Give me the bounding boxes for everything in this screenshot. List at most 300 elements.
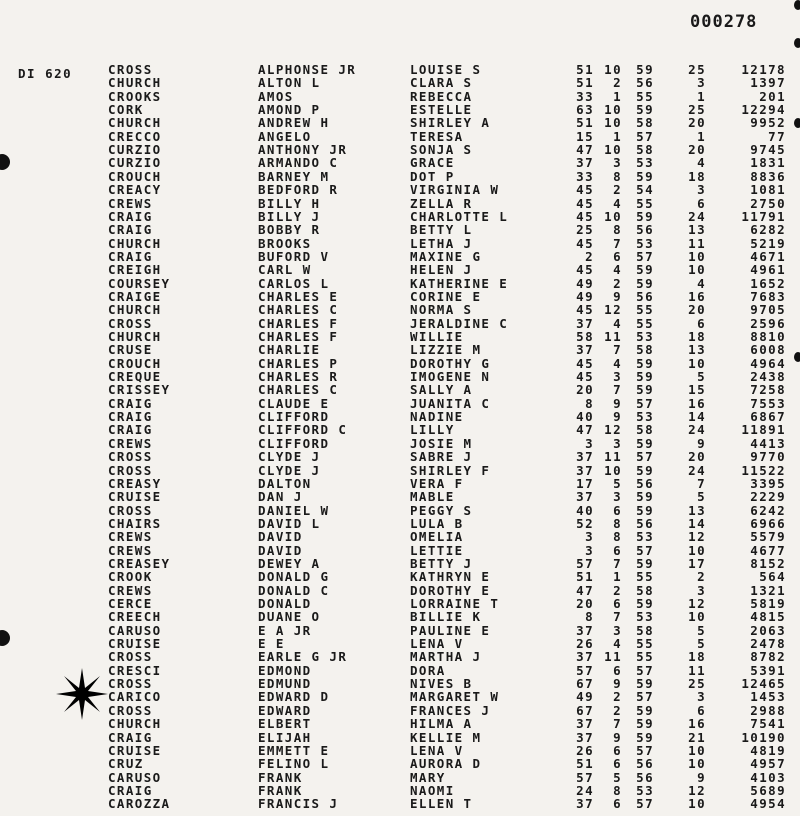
surname: CROSS <box>108 676 153 692</box>
field-4: 10 <box>688 742 706 758</box>
field-2: 1 <box>613 128 622 144</box>
field-5: 6242 <box>750 502 786 518</box>
surname: CRAIG <box>108 395 153 411</box>
field-3: 58 <box>636 422 654 438</box>
given-name: FELINO L <box>258 756 330 772</box>
given-name: EDWARD <box>258 702 312 718</box>
table-row <box>0 383 800 396</box>
field-1: 51 <box>576 756 594 772</box>
given-name: AMOS <box>258 88 294 104</box>
field-3: 59 <box>636 596 654 611</box>
field-4: 5 <box>697 622 706 638</box>
spouse-name: IMOGENE N <box>410 369 491 385</box>
field-4: 9 <box>697 769 706 785</box>
field-5: 3395 <box>750 475 786 491</box>
edge-dot-icon <box>794 38 800 48</box>
field-4: 16 <box>688 288 706 304</box>
field-2: 6 <box>613 742 622 758</box>
given-name: DUANE O <box>258 609 321 625</box>
field-1: 37 <box>576 315 594 331</box>
field-4: 21 <box>688 729 706 745</box>
field-2: 8 <box>613 782 622 798</box>
field-3: 58 <box>636 115 654 131</box>
table-row <box>0 544 800 557</box>
field-1: 45 <box>576 355 594 371</box>
field-2: 4 <box>613 355 622 371</box>
field-1: 40 <box>576 409 594 425</box>
given-name: ALTON L <box>258 75 321 91</box>
field-4: 10 <box>688 262 706 278</box>
field-3: 59 <box>636 275 654 291</box>
table-row <box>0 477 800 490</box>
spouse-name: GRACE <box>410 155 455 171</box>
field-3: 59 <box>636 676 654 692</box>
field-5: 2478 <box>750 636 786 652</box>
field-1: 33 <box>576 88 594 104</box>
field-5: 8782 <box>750 649 786 665</box>
surname: CRECCO <box>108 128 162 144</box>
field-5: 8836 <box>750 168 786 184</box>
surname: CHURCH <box>108 235 162 251</box>
surname: CREWS <box>108 435 153 451</box>
field-2: 12 <box>604 422 622 438</box>
table-row <box>0 744 800 757</box>
surname: CHURCH <box>108 75 162 91</box>
field-4: 12 <box>688 529 706 545</box>
field-4: 10 <box>688 609 706 625</box>
field-1: 2 <box>585 248 594 264</box>
field-2: 4 <box>613 195 622 211</box>
table-row <box>0 423 800 436</box>
field-5: 2750 <box>750 195 786 211</box>
surname: CHURCH <box>108 115 162 131</box>
field-5: 6966 <box>750 515 786 531</box>
surname: CROSS <box>108 62 153 77</box>
field-4: 13 <box>688 222 706 238</box>
given-name: DONALD <box>258 596 312 611</box>
given-name: ALPHONSE JR <box>258 62 357 77</box>
given-name: EDMUND <box>258 676 312 692</box>
field-5: 201 <box>759 88 786 104</box>
field-1: 51 <box>576 569 594 585</box>
given-name: FRANK <box>258 782 303 798</box>
field-2: 4 <box>613 315 622 331</box>
field-4: 12 <box>688 596 706 611</box>
table-row <box>0 156 800 169</box>
spouse-name: NAOMI <box>410 782 455 798</box>
spouse-name: SHIRLEY F <box>410 462 491 478</box>
field-3: 57 <box>636 248 654 264</box>
field-2: 2 <box>613 75 622 91</box>
field-5: 4961 <box>750 262 786 278</box>
field-3: 56 <box>636 769 654 785</box>
field-5: 5579 <box>750 529 786 545</box>
field-2: 8 <box>613 222 622 238</box>
field-1: 37 <box>576 155 594 171</box>
field-4: 10 <box>688 248 706 264</box>
field-5: 7258 <box>750 382 786 398</box>
field-4: 24 <box>688 462 706 478</box>
field-4: 11 <box>688 235 706 251</box>
given-name: EMMETT E <box>258 742 330 758</box>
field-4: 20 <box>688 302 706 318</box>
field-2: 4 <box>613 262 622 278</box>
field-2: 2 <box>613 702 622 718</box>
surname: CREIGH <box>108 262 162 278</box>
field-5: 11791 <box>741 208 786 224</box>
surname: CREWS <box>108 529 153 545</box>
table-row <box>0 757 800 770</box>
field-2: 1 <box>613 88 622 104</box>
field-2: 5 <box>613 769 622 785</box>
field-2: 6 <box>613 596 622 611</box>
field-1: 37 <box>576 462 594 478</box>
field-4: 6 <box>697 315 706 331</box>
surname: CRESCI <box>108 662 162 678</box>
field-2: 2 <box>613 182 622 198</box>
given-name: CARL W <box>258 262 312 278</box>
surname: CRAIGE <box>108 288 162 304</box>
field-3: 55 <box>636 302 654 318</box>
table-row <box>0 250 800 263</box>
table-row <box>0 771 800 784</box>
field-4: 11 <box>688 662 706 678</box>
surname: CAROZZA <box>108 796 171 812</box>
surname: CREWS <box>108 195 153 211</box>
field-1: 45 <box>576 262 594 278</box>
spouse-name: ESTELLE <box>410 102 473 118</box>
table-row <box>0 317 800 330</box>
field-4: 10 <box>688 756 706 772</box>
field-3: 56 <box>636 288 654 304</box>
surname: CARICO <box>108 689 162 705</box>
spouse-name: NIVES B <box>410 676 473 692</box>
field-3: 59 <box>636 502 654 518</box>
table-row <box>0 704 800 717</box>
surname: CROOKS <box>108 88 162 104</box>
field-2: 12 <box>604 302 622 318</box>
table-row <box>0 624 800 637</box>
spouse-name: VERA F <box>410 475 464 491</box>
field-2: 8 <box>613 515 622 531</box>
surname: CREASEY <box>108 555 171 571</box>
table-row <box>0 570 800 583</box>
field-5: 5391 <box>750 662 786 678</box>
spouse-name: FRANCES J <box>410 702 491 718</box>
field-2: 4 <box>613 636 622 652</box>
table-row <box>0 277 800 290</box>
field-2: 8 <box>613 168 622 184</box>
spouse-name: LILLY <box>410 422 455 438</box>
field-3: 57 <box>636 449 654 465</box>
given-name: DANIEL W <box>258 502 330 518</box>
field-5: 77 <box>768 128 786 144</box>
field-2: 6 <box>613 542 622 558</box>
field-1: 47 <box>576 142 594 158</box>
given-name: CHARLES P <box>258 355 339 371</box>
field-1: 8 <box>585 609 594 625</box>
surname: CRAIG <box>108 409 153 425</box>
table-row <box>0 223 800 236</box>
field-4: 5 <box>697 636 706 652</box>
field-3: 57 <box>636 742 654 758</box>
page-number: 000278 <box>690 12 758 32</box>
spouse-name: LENA V <box>410 742 464 758</box>
table-row <box>0 143 800 156</box>
field-1: 40 <box>576 502 594 518</box>
field-1: 26 <box>576 742 594 758</box>
field-5: 8152 <box>750 555 786 571</box>
spouse-name: JUANITA C <box>410 395 491 411</box>
table-row <box>0 237 800 250</box>
field-4: 20 <box>688 115 706 131</box>
given-name: FRANK <box>258 769 303 785</box>
table-row <box>0 464 800 477</box>
surname: CRUZ <box>108 756 144 772</box>
field-2: 3 <box>613 155 622 171</box>
table-row <box>0 290 800 303</box>
field-1: 57 <box>576 662 594 678</box>
table-row <box>0 410 800 423</box>
field-4: 4 <box>697 155 706 171</box>
surname: CARUSO <box>108 622 162 638</box>
field-5: 1652 <box>750 275 786 291</box>
table-row <box>0 130 800 143</box>
field-3: 56 <box>636 515 654 531</box>
given-name: BARNEY M <box>258 168 330 184</box>
spouse-name: JERALDINE C <box>410 315 509 331</box>
field-5: 12178 <box>741 62 786 77</box>
field-4: 3 <box>697 75 706 91</box>
given-name: CLIFFORD <box>258 409 330 425</box>
table-row <box>0 370 800 383</box>
field-1: 37 <box>576 649 594 665</box>
given-name: CARLOS L <box>258 275 330 291</box>
field-1: 3 <box>585 542 594 558</box>
field-3: 59 <box>636 382 654 398</box>
surname: CROUCH <box>108 355 162 371</box>
table-row <box>0 637 800 650</box>
field-4: 10 <box>688 355 706 371</box>
table-row <box>0 90 800 103</box>
spouse-name: REBECCA <box>410 88 473 104</box>
field-2: 5 <box>613 475 622 491</box>
given-name: CLAUDE E <box>258 395 330 411</box>
field-3: 58 <box>636 142 654 158</box>
table-row <box>0 450 800 463</box>
surname: CRUISE <box>108 742 162 758</box>
surname: CROSS <box>108 702 153 718</box>
field-4: 2 <box>697 569 706 585</box>
field-3: 59 <box>636 729 654 745</box>
surname: CRUSE <box>108 342 153 358</box>
field-4: 3 <box>697 582 706 598</box>
given-name: AMOND P <box>258 102 321 118</box>
given-name: BEDFORD R <box>258 182 339 198</box>
field-2: 3 <box>613 435 622 451</box>
field-1: 37 <box>576 489 594 505</box>
table-row <box>0 504 800 517</box>
field-4: 12 <box>688 782 706 798</box>
field-4: 10 <box>688 796 706 812</box>
surname: CHURCH <box>108 329 162 344</box>
given-name: EDMOND <box>258 662 312 678</box>
given-name: ARMANDO C <box>258 155 339 171</box>
edge-dot-icon <box>794 0 800 10</box>
table-row <box>0 677 800 690</box>
field-1: 51 <box>576 115 594 131</box>
surname: CRAIG <box>108 222 153 238</box>
field-3: 59 <box>636 102 654 118</box>
field-4: 5 <box>697 369 706 385</box>
spouse-name: NORMA S <box>410 302 473 318</box>
field-1: 8 <box>585 395 594 411</box>
field-2: 2 <box>613 275 622 291</box>
field-2: 9 <box>613 676 622 692</box>
spouse-name: MARY <box>410 769 446 785</box>
table-row <box>0 263 800 276</box>
field-5: 2438 <box>750 369 786 385</box>
field-4: 7 <box>697 475 706 491</box>
given-name: E E <box>258 636 285 652</box>
spouse-name: LETHA J <box>410 235 473 251</box>
field-1: 37 <box>576 796 594 812</box>
field-5: 1453 <box>750 689 786 705</box>
surname: CHAIRS <box>108 515 162 531</box>
field-2: 11 <box>604 449 622 465</box>
surname: CRAIG <box>108 729 153 745</box>
field-1: 33 <box>576 168 594 184</box>
table-row <box>0 597 800 610</box>
given-name: ANGELO <box>258 128 312 144</box>
field-3: 59 <box>636 435 654 451</box>
edge-dot-icon <box>794 118 800 128</box>
field-5: 4957 <box>750 756 786 772</box>
field-5: 564 <box>759 569 786 585</box>
spouse-name: DOROTHY G <box>410 355 491 371</box>
given-name: BILLY H <box>258 195 321 211</box>
field-3: 58 <box>636 342 654 358</box>
field-4: 24 <box>688 208 706 224</box>
given-name: DEWEY A <box>258 555 321 571</box>
field-5: 11891 <box>741 422 786 438</box>
field-3: 58 <box>636 582 654 598</box>
field-5: 5689 <box>750 782 786 798</box>
field-2: 6 <box>613 502 622 518</box>
surname: COURSEY <box>108 275 171 291</box>
surname: CROUCH <box>108 168 162 184</box>
surname: CROSS <box>108 502 153 518</box>
given-name: DAVID L <box>258 515 321 531</box>
table-row <box>0 530 800 543</box>
table-row <box>0 784 800 797</box>
field-4: 3 <box>697 689 706 705</box>
given-name: CLYDE J <box>258 462 321 478</box>
surname: CREWS <box>108 582 153 598</box>
table-row <box>0 557 800 570</box>
spouse-name: LORRAINE T <box>410 596 500 611</box>
field-3: 56 <box>636 475 654 491</box>
field-2: 7 <box>613 609 622 625</box>
field-4: 14 <box>688 409 706 425</box>
star-marker-icon <box>56 668 108 720</box>
field-1: 49 <box>576 689 594 705</box>
surname: CRUISE <box>108 489 162 505</box>
field-4: 5 <box>697 489 706 505</box>
spouse-name: BETTY J <box>410 555 473 571</box>
given-name: E A JR <box>258 622 312 638</box>
spouse-name: CHARLOTTE L <box>410 208 509 224</box>
field-5: 4677 <box>750 542 786 558</box>
field-1: 47 <box>576 582 594 598</box>
surname: CREASY <box>108 475 162 491</box>
spouse-name: HELEN J <box>410 262 473 278</box>
given-name: DAVID <box>258 529 303 545</box>
spouse-name: TERESA <box>410 128 464 144</box>
field-5: 4103 <box>750 769 786 785</box>
field-5: 4671 <box>750 248 786 264</box>
field-1: 51 <box>576 75 594 91</box>
field-3: 57 <box>636 796 654 812</box>
field-3: 53 <box>636 609 654 625</box>
surname: CORK <box>108 102 144 118</box>
surname: CURZIO <box>108 142 162 158</box>
spouse-name: LULA B <box>410 515 464 531</box>
spouse-name: LOUISE S <box>410 62 482 77</box>
surname: CREWS <box>108 542 153 558</box>
table-row <box>0 63 800 76</box>
given-name: CLIFFORD C <box>258 422 348 438</box>
field-3: 59 <box>636 262 654 278</box>
field-5: 12465 <box>741 676 786 692</box>
given-name: EARLE G JR <box>258 649 348 665</box>
surname: CRAIG <box>108 248 153 264</box>
surname: CROSS <box>108 315 153 331</box>
table-row <box>0 183 800 196</box>
field-3: 55 <box>636 649 654 665</box>
given-name: DONALD C <box>258 582 330 598</box>
field-3: 59 <box>636 208 654 224</box>
spouse-name: PAULINE E <box>410 622 491 638</box>
field-4: 9 <box>697 435 706 451</box>
table-row <box>0 397 800 410</box>
field-4: 17 <box>688 555 706 571</box>
surname: CRAIG <box>108 422 153 438</box>
given-name: ANTHONY JR <box>258 142 348 158</box>
field-4: 20 <box>688 142 706 158</box>
given-name: BOBBY R <box>258 222 321 238</box>
field-5: 4815 <box>750 609 786 625</box>
spouse-name: KELLIE M <box>410 729 482 745</box>
surname: CROSS <box>108 449 153 465</box>
spouse-name: SHIRLEY A <box>410 115 491 131</box>
field-1: 20 <box>576 382 594 398</box>
given-name: CHARLES F <box>258 315 339 331</box>
surname: CREECH <box>108 609 162 625</box>
field-3: 59 <box>636 716 654 732</box>
field-1: 51 <box>576 62 594 77</box>
field-2: 7 <box>613 555 622 571</box>
field-1: 67 <box>576 702 594 718</box>
field-1: 37 <box>576 716 594 732</box>
field-1: 20 <box>576 596 594 611</box>
field-5: 12294 <box>741 102 786 118</box>
table-row <box>0 797 800 810</box>
spouse-name: DOROTHY E <box>410 582 491 598</box>
field-4: 1 <box>697 88 706 104</box>
table-row <box>0 437 800 450</box>
table-row <box>0 731 800 744</box>
